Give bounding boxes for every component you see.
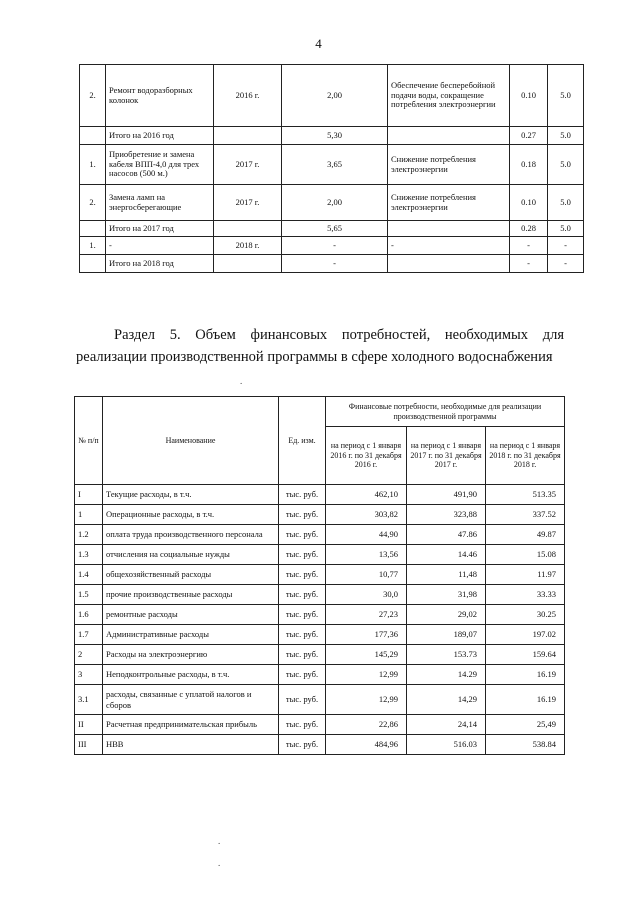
cell-v3: 16.19 (486, 665, 565, 685)
cell-num: 2. (80, 65, 106, 127)
cell-num: 1.5 (75, 585, 103, 605)
cell-year: 2017 г. (214, 145, 282, 185)
table-row (75, 605, 565, 625)
cell-v2: 24,14 (407, 715, 486, 735)
table-row (80, 237, 584, 255)
table-row (80, 255, 584, 273)
cell-num (80, 255, 106, 273)
measures-table (79, 64, 584, 273)
header-num: № п/п (75, 397, 103, 485)
table-row (80, 145, 584, 185)
cell-v3: 33.33 (486, 585, 565, 605)
cell-cost: 5,30 (282, 127, 388, 145)
cell-year (214, 127, 282, 145)
cell-name: оплата труда производственного персонала (103, 525, 279, 545)
cell-unit: тыс. руб. (279, 565, 326, 585)
cell-v3: 15.08 (486, 545, 565, 565)
table-row (80, 127, 584, 145)
cell-v3: 25,49 (486, 715, 565, 735)
cell-effect: Обеспечение бесперебойной подачи воды, сокращение потребления электроэнергии (388, 65, 510, 127)
cell-num (80, 127, 106, 145)
cell-v3: 11.97 (486, 565, 565, 585)
table-row (75, 735, 565, 755)
cell-unit: тыс. руб. (279, 665, 326, 685)
cell-v2: 491,90 (407, 485, 486, 505)
cell-effect: Снижение потребления электроэнергии (388, 185, 510, 221)
cell-v1: 13,56 (326, 545, 407, 565)
cell-v2: - (548, 237, 584, 255)
cell-num: 3.1 (75, 685, 103, 715)
scan-mark: . (218, 858, 221, 868)
cell-v1: 10,77 (326, 565, 407, 585)
cell-effect: Снижение потребления электроэнергии (388, 145, 510, 185)
cell-unit: тыс. руб. (279, 715, 326, 735)
cell-v1: - (510, 237, 548, 255)
scan-mark: . (240, 376, 243, 386)
cell-v2: 14.46 (407, 545, 486, 565)
section-title: Раздел 5. Объем финансовых потребностей, необходимых для реализации производственной программы в сфере холодного водоснабжения (76, 327, 564, 365)
cell-name: Административные расходы (103, 625, 279, 645)
header-name: Наименование (103, 397, 279, 485)
cell-year (214, 221, 282, 237)
cell-unit: тыс. руб. (279, 585, 326, 605)
cell-v3: 30.25 (486, 605, 565, 625)
cell-v3: 538.84 (486, 735, 565, 755)
table-row (80, 65, 584, 127)
cell-v1: 0.18 (510, 145, 548, 185)
cell-v1: 0.28 (510, 221, 548, 237)
cell-v1: 27,23 (326, 605, 407, 625)
cell-num: 2. (80, 185, 106, 221)
cell-name: Итого на 2018 год (106, 255, 214, 273)
table-row (75, 625, 565, 645)
cell-num: 1.7 (75, 625, 103, 645)
cell-num (80, 221, 106, 237)
cell-name: прочие производственные расходы (103, 585, 279, 605)
cell-v2: 5.0 (548, 185, 584, 221)
table-row (75, 645, 565, 665)
cell-name: расходы, связанные с уплатой налогов и сборов (103, 685, 279, 715)
cell-v2: 5.0 (548, 221, 584, 237)
cell-name: Приобретение и замена кабеля ВПП-4,0 для трех насосов (500 м.) (106, 145, 214, 185)
cell-name: Операционные расходы, в т.ч. (103, 505, 279, 525)
cell-v2: 5.0 (548, 127, 584, 145)
cell-v1: - (510, 255, 548, 273)
cell-year (214, 255, 282, 273)
cell-num: 1.2 (75, 525, 103, 545)
cell-v3: 337.52 (486, 505, 565, 525)
cell-num: 1. (80, 237, 106, 255)
scan-mark: . (218, 836, 221, 846)
cell-name: Итого на 2016 год (106, 127, 214, 145)
cell-year: 2017 г. (214, 185, 282, 221)
cell-name: Ремонт водоразборных колонок (106, 65, 214, 127)
cell-v3: 159.64 (486, 645, 565, 665)
table-row (75, 525, 565, 545)
table-row (75, 485, 565, 505)
page-number: 4 (315, 36, 322, 51)
cell-name: Неподконтрольные расходы, в т.ч. (103, 665, 279, 685)
cell-v1: 0.10 (510, 65, 548, 127)
table-row (75, 585, 565, 605)
cell-v2: 323,88 (407, 505, 486, 525)
cell-v1: 145,29 (326, 645, 407, 665)
cell-cost: 3,65 (282, 145, 388, 185)
cell-v2: 14.29 (407, 665, 486, 685)
cell-v2: 5.0 (548, 65, 584, 127)
header-period-2017: на период с 1 января 2017 г. по 31 декабря 2017 г. (407, 427, 486, 485)
cell-cost: - (282, 237, 388, 255)
cell-v2: 47.86 (407, 525, 486, 545)
cell-name: Замена ламп на энергосберегающие (106, 185, 214, 221)
cell-num: 1 (75, 505, 103, 525)
cell-cost: 2,00 (282, 65, 388, 127)
cell-v1: 44,90 (326, 525, 407, 545)
table-row (75, 505, 565, 525)
table-row (80, 221, 584, 237)
cell-num: 2 (75, 645, 103, 665)
cell-effect: - (388, 237, 510, 255)
cell-v1: 0.27 (510, 127, 548, 145)
cell-v3: 16.19 (486, 685, 565, 715)
cell-v2: 153.73 (407, 645, 486, 665)
cell-effect (388, 255, 510, 273)
header-group: Финансовые потребности, необходимые для реализации производственной программы (326, 397, 565, 427)
cell-unit: тыс. руб. (279, 525, 326, 545)
cell-name: общехозяйственный расходы (103, 565, 279, 585)
cell-v1: 30,0 (326, 585, 407, 605)
cell-unit: тыс. руб. (279, 545, 326, 565)
table-row (80, 185, 584, 221)
cell-v2: 189,07 (407, 625, 486, 645)
cell-num: I (75, 485, 103, 505)
cell-num: 1.3 (75, 545, 103, 565)
cell-effect (388, 221, 510, 237)
header-period-2016: на период с 1 января 2016 г. по 31 декабря 2016 г. (326, 427, 407, 485)
cell-name: Текущие расходы, в т.ч. (103, 485, 279, 505)
cell-v3: 49.87 (486, 525, 565, 545)
cell-name: Итого на 2017 год (106, 221, 214, 237)
cell-v1: 12,99 (326, 665, 407, 685)
cell-num: 1.4 (75, 565, 103, 585)
cell-v1: 177,36 (326, 625, 407, 645)
cell-unit: тыс. руб. (279, 505, 326, 525)
table-row (75, 665, 565, 685)
financial-needs-table (74, 396, 565, 755)
cell-unit: тыс. руб. (279, 685, 326, 715)
cell-cost: - (282, 255, 388, 273)
table-row (75, 685, 565, 715)
cell-v1: 22,86 (326, 715, 407, 735)
cell-v3: 197.02 (486, 625, 565, 645)
cell-unit: тыс. руб. (279, 645, 326, 665)
cell-v2: 29,02 (407, 605, 486, 625)
cell-v1: 462,10 (326, 485, 407, 505)
cell-num: II (75, 715, 103, 735)
cell-unit: тыс. руб. (279, 485, 326, 505)
cell-v2: 31,98 (407, 585, 486, 605)
cell-num: III (75, 735, 103, 755)
cell-name: отчисления на социальные нужды (103, 545, 279, 565)
cell-year: 2018 г. (214, 237, 282, 255)
cell-v2: 5.0 (548, 145, 584, 185)
cell-num: 1.6 (75, 605, 103, 625)
cell-v2: 14,29 (407, 685, 486, 715)
cell-unit: тыс. руб. (279, 605, 326, 625)
cell-v2: - (548, 255, 584, 273)
table-row (75, 565, 565, 585)
cell-v2: 11,48 (407, 565, 486, 585)
cell-name: НВВ (103, 735, 279, 755)
cell-v1: 12,99 (326, 685, 407, 715)
header-unit: Ед. изм. (279, 397, 326, 485)
cell-name: - (106, 237, 214, 255)
cell-num: 1. (80, 145, 106, 185)
cell-name: Расходы на электроэнергию (103, 645, 279, 665)
cell-v1: 0.10 (510, 185, 548, 221)
cell-v1: 303,82 (326, 505, 407, 525)
cell-name: ремонтные расходы (103, 605, 279, 625)
table-row (75, 715, 565, 735)
cell-v1: 484,96 (326, 735, 407, 755)
cell-cost: 5,65 (282, 221, 388, 237)
cell-unit: тыс. руб. (279, 735, 326, 755)
cell-v3: 513.35 (486, 485, 565, 505)
header-period-2018: на период с 1 января 2018 г. по 31 декабря 2018 г. (486, 427, 565, 485)
cell-effect (388, 127, 510, 145)
cell-v2: 516.03 (407, 735, 486, 755)
table-row (75, 545, 565, 565)
cell-cost: 2,00 (282, 185, 388, 221)
cell-name: Расчетная предпринимательская прибыль (103, 715, 279, 735)
cell-unit: тыс. руб. (279, 625, 326, 645)
cell-num: 3 (75, 665, 103, 685)
cell-year: 2016 г. (214, 65, 282, 127)
